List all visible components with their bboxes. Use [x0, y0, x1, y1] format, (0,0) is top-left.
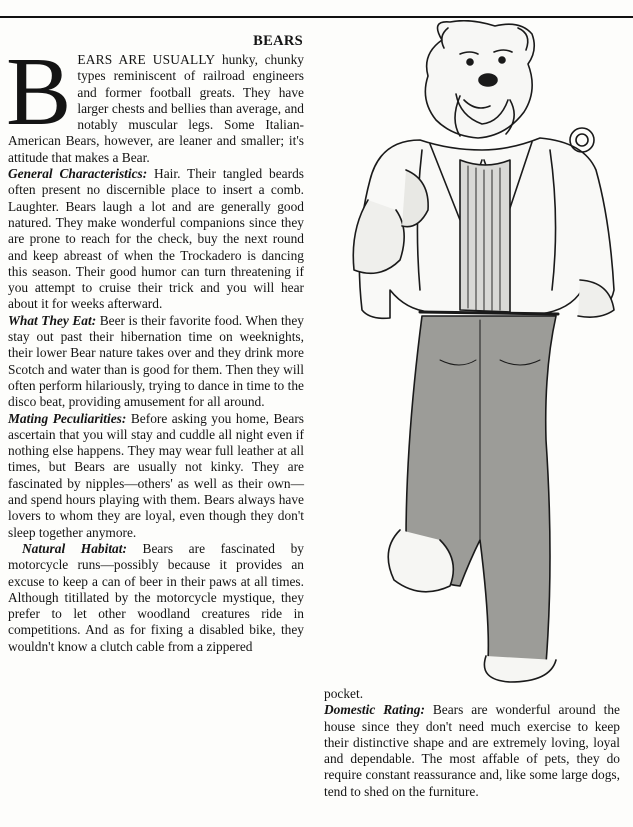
section-text: Bears are fascinated by motorcycle runs—possibly because it provides an excuse to keep a can of beer in their paws at all times. Although titillated by the motorcycle mystique, they prefer to let other woodland creatures ride in competitions. And as for fixing a disabled bike, they wouldn't know a clutch cable from a zippered — [8, 540, 304, 654]
right-column — [324, 686, 620, 800]
section-text: Bears are wonderful around the house since they don't need much exercise to keep their distinctive shape and are extremely loving, loyal and dependable. The most affable of pets, they do require constant reassurance and, like some large dogs, tend to shed on the furniture. — [324, 702, 620, 799]
intro-paragraph — [6, 38, 304, 166]
continuation-text: pocket. — [324, 686, 364, 701]
section-heading: Domestic Rating: — [324, 702, 425, 718]
section-eat — [8, 313, 304, 411]
section-heading: Natural Habitat: — [22, 540, 127, 556]
section-heading: Mating Peculiarities: — [8, 410, 127, 426]
top-rule — [0, 16, 633, 18]
section-domestic — [324, 702, 620, 800]
section-text: Before asking you home, Bears ascertain that you will stay and cuddle all night even if nothing else happens. They may wear full leather at all times, but Bears are usually not kinky. They are fascinated by nipples—others' as well as their own—and spend hours playing with them. Bears always have lovers to whom they are loyal, even though they don't sleep together anymore. — [8, 410, 304, 540]
section-habitat — [8, 541, 304, 655]
section-text: Beer is their favorite food. When they stay out past their hibernation time on weeknights, their lower Bear nature takes over and they drink more Scotch and water than is good for them. Then they will often perform hilariously, trying to dance in time to the disco beat, providing amusement for all around. — [8, 312, 304, 410]
article-title: BEARS — [253, 33, 303, 49]
intro-text: hunky, chunky types reminiscent of railroad engineers and former football greats. They have larger chests and bellies than average, and notably muscular legs. Some Italian-American Bears, however, are leaner and smaller; it's attitude that makes a Bear. — [8, 52, 304, 165]
lead-caps: EARS ARE USUALLY — [77, 52, 216, 67]
drop-cap: B — [6, 38, 72, 146]
section-text: Hair. Their tangled beards often present no discernible place to insert a comb. Laughter. Bears laugh a lot and are generally good natured. They make wonderful companions since they are prone to reach for the check, buy the next round and keep abreast of when the Trockadero is dancing this season. Their good humor can turn threatening if you attempt to cruise their trick and you will hear about it for weeks afterward. — [8, 166, 304, 312]
bear-illustration — [310, 20, 630, 684]
section-general — [8, 166, 304, 313]
left-column — [6, 38, 304, 655]
section-heading: What They Eat: — [8, 312, 97, 328]
section-heading: General Characteristics: — [8, 166, 148, 182]
section-mating — [8, 411, 304, 541]
